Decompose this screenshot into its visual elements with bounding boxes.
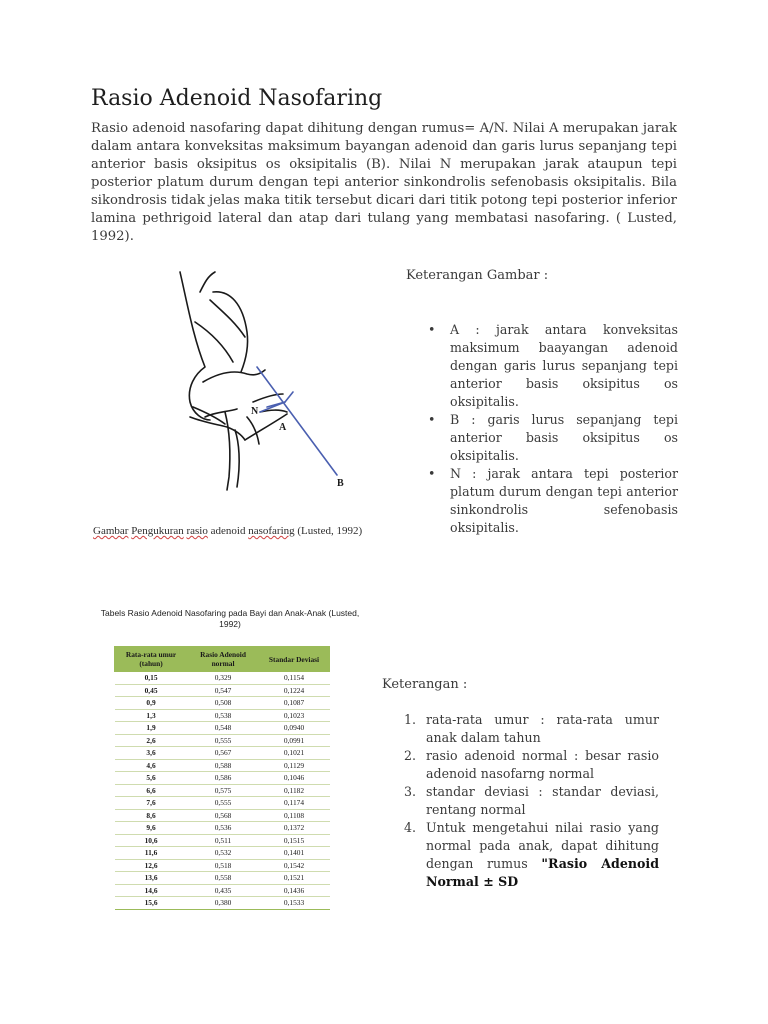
sd-cell: 0,1515 (259, 834, 330, 847)
adenoid-measurement-figure (175, 262, 365, 502)
ratio-cell: 0,555 (188, 734, 259, 747)
sd-cell: 0,1401 (259, 847, 330, 860)
sd-cell: 0,1154 (259, 672, 330, 685)
sd-cell: 0,1542 (259, 859, 330, 872)
table-row (115, 772, 330, 785)
sd-cell: 0,1521 (259, 872, 330, 885)
page-title: Rasio Adenoid Nasofaring (91, 86, 383, 111)
list-item (404, 783, 659, 819)
list-item (404, 711, 659, 747)
age-cell: 2,6 (115, 734, 188, 747)
figure-notes-heading: Keterangan Gambar : (406, 268, 549, 283)
table-row (115, 709, 330, 722)
sd-cell: 0,1087 (259, 697, 330, 710)
list-item: • A : jarak antara konveksitas maksimum baayangan adenoid dengan garis lurus sepanjang tepi anterior basis oksipitus os oksipitalis. (428, 321, 678, 411)
caption-word: Gambar (93, 525, 129, 537)
table-row (115, 822, 330, 835)
item-number: 2. (404, 748, 417, 763)
line-b (257, 367, 337, 475)
table-notes-list (404, 711, 659, 891)
figure-notes-list (428, 321, 678, 537)
table-row (115, 722, 330, 735)
sd-cell: 0,1533 (259, 897, 330, 910)
age-cell: 0,15 (115, 672, 188, 685)
age-cell: 1,3 (115, 709, 188, 722)
column-header: Standar Deviasi (259, 647, 330, 672)
age-cell: 8,6 (115, 809, 188, 822)
item-number: 4. (404, 820, 417, 835)
adenoid-ratio-table (114, 646, 330, 910)
ratio-cell: 0,532 (188, 847, 259, 860)
ratio-cell: 0,575 (188, 784, 259, 797)
column-header: Rasio Adenoid normal (188, 647, 259, 672)
ratio-cell: 0,547 (188, 684, 259, 697)
table-row (115, 884, 330, 897)
ratio-cell: 0,586 (188, 772, 259, 785)
caption-word: adenoid (207, 525, 249, 537)
table-row (115, 759, 330, 772)
table-row (115, 684, 330, 697)
ratio-cell: 0,511 (188, 834, 259, 847)
item-text: Untuk mengetahui nilai rasio yang normal pada anak, dapat dihitung dengan rumus (426, 820, 659, 871)
age-cell: 13,6 (115, 872, 188, 885)
label-a: A (279, 422, 287, 433)
ratio-cell: 0,555 (188, 797, 259, 810)
table-caption: Tabels Rasio Adenoid Nasofaring pada Bayi dan Anak-Anak (Lusted, 1992) (100, 608, 360, 629)
ratio-cell: 0,329 (188, 672, 259, 685)
intro-paragraph: Rasio adenoid nasofaring dapat dihitung dengan rumus= A/N. Nilai A merupakan jarak dalam antara konveksitas maksimum bayangan adenoid dan garis lurus sepanjang tepi anterior basis oksipitus os oksipitalis (B). Nilai N merupakan jarak ataupun tepi posterior platum durum dengan tepi anterior sinkondrolis sefenobasis oksipitalis. Bila sikondrosis tidak jelas maka titik tersebut dicari dari titik potong tepi posterior inferior lamina pethrigoid lateral dan atap dari tulang yang membatasi nasofaring. ( Lusted, 1992). (91, 121, 677, 244)
table-row (115, 697, 330, 710)
ratio-cell: 0,568 (188, 809, 259, 822)
table-row (115, 797, 330, 810)
ratio-cell: 0,567 (188, 747, 259, 760)
sd-cell: 0,1174 (259, 797, 330, 810)
table-notes-heading: Keterangan : (382, 677, 468, 692)
ratio-cell: 0,558 (188, 872, 259, 885)
age-cell: 1,9 (115, 722, 188, 735)
age-cell: 4,6 (115, 759, 188, 772)
ratio-cell: 0,538 (188, 709, 259, 722)
sd-cell: 0,1224 (259, 684, 330, 697)
item-text: standar deviasi : standar deviasi, rentang normal (426, 784, 659, 817)
table-row (115, 734, 330, 747)
age-cell: 12,6 (115, 859, 188, 872)
caption-citation: (Lusted, 1992) (294, 525, 363, 537)
sd-cell: 0,1021 (259, 747, 330, 760)
age-cell: 6,6 (115, 784, 188, 797)
age-cell: 5,6 (115, 772, 188, 785)
item-number: 1. (404, 712, 417, 727)
item-number: 3. (404, 784, 417, 799)
age-cell: 0,9 (115, 697, 188, 710)
sd-cell: 0,0991 (259, 734, 330, 747)
ratio-cell: 0,536 (188, 822, 259, 835)
column-header: Rata-rata umur (tahun) (115, 647, 188, 672)
sd-cell: 0,1182 (259, 784, 330, 797)
sd-cell: 0,1372 (259, 822, 330, 835)
table-row (115, 672, 330, 685)
list-item (404, 819, 659, 891)
label-n: N (251, 406, 259, 417)
ratio-cell: 0,508 (188, 697, 259, 710)
age-cell: 9,6 (115, 822, 188, 835)
table-row (115, 784, 330, 797)
skull-outline (180, 272, 287, 490)
age-cell: 0,45 (115, 684, 188, 697)
table-row (115, 747, 330, 760)
list-item: • B : garis lurus sepanjang tepi anterior basis oksipitus os oksipitalis. (428, 411, 678, 465)
list-item: • N : jarak antara tepi posterior platum durum dengan tepi anterior sinkondrolis sefenobasis oksipitalis. (428, 465, 678, 537)
sd-cell: 0,1129 (259, 759, 330, 772)
age-cell: 14,6 (115, 884, 188, 897)
ratio-cell: 0,548 (188, 722, 259, 735)
item-text: rasio adenoid normal : besar rasio adenoid nasofarng normal (426, 748, 659, 781)
table-row (115, 859, 330, 872)
table-row (115, 897, 330, 910)
table-row (115, 834, 330, 847)
item-text: rata-rata umur : rata-rata umur anak dalam tahun (426, 712, 659, 745)
table-header-row (115, 647, 330, 672)
caption-word: nasofaring (248, 525, 295, 537)
ratio-cell: 0,518 (188, 859, 259, 872)
sd-cell: 0,1046 (259, 772, 330, 785)
ratio-cell: 0,588 (188, 759, 259, 772)
sd-cell: 0,1108 (259, 809, 330, 822)
ratio-cell: 0,435 (188, 884, 259, 897)
age-cell: 3,6 (115, 747, 188, 760)
measurement-lines (257, 367, 337, 475)
table-row (115, 872, 330, 885)
table-row (115, 847, 330, 860)
label-b: B (337, 478, 344, 489)
table-row (115, 809, 330, 822)
age-cell: 7,6 (115, 797, 188, 810)
caption-word: Pengukuran (131, 525, 184, 537)
ratio-cell: 0,380 (188, 897, 259, 910)
age-cell: 11,6 (115, 847, 188, 860)
age-cell: 15,6 (115, 897, 188, 910)
formula-text: "Rasio Adenoid Normal ± SD (426, 856, 659, 889)
line-a (285, 392, 293, 402)
figure-caption (93, 525, 413, 537)
sd-cell: 0,1023 (259, 709, 330, 722)
list-item (404, 747, 659, 783)
age-cell: 10,6 (115, 834, 188, 847)
sd-cell: 0,0940 (259, 722, 330, 735)
caption-word: rasio (186, 525, 208, 537)
sd-cell: 0,1436 (259, 884, 330, 897)
